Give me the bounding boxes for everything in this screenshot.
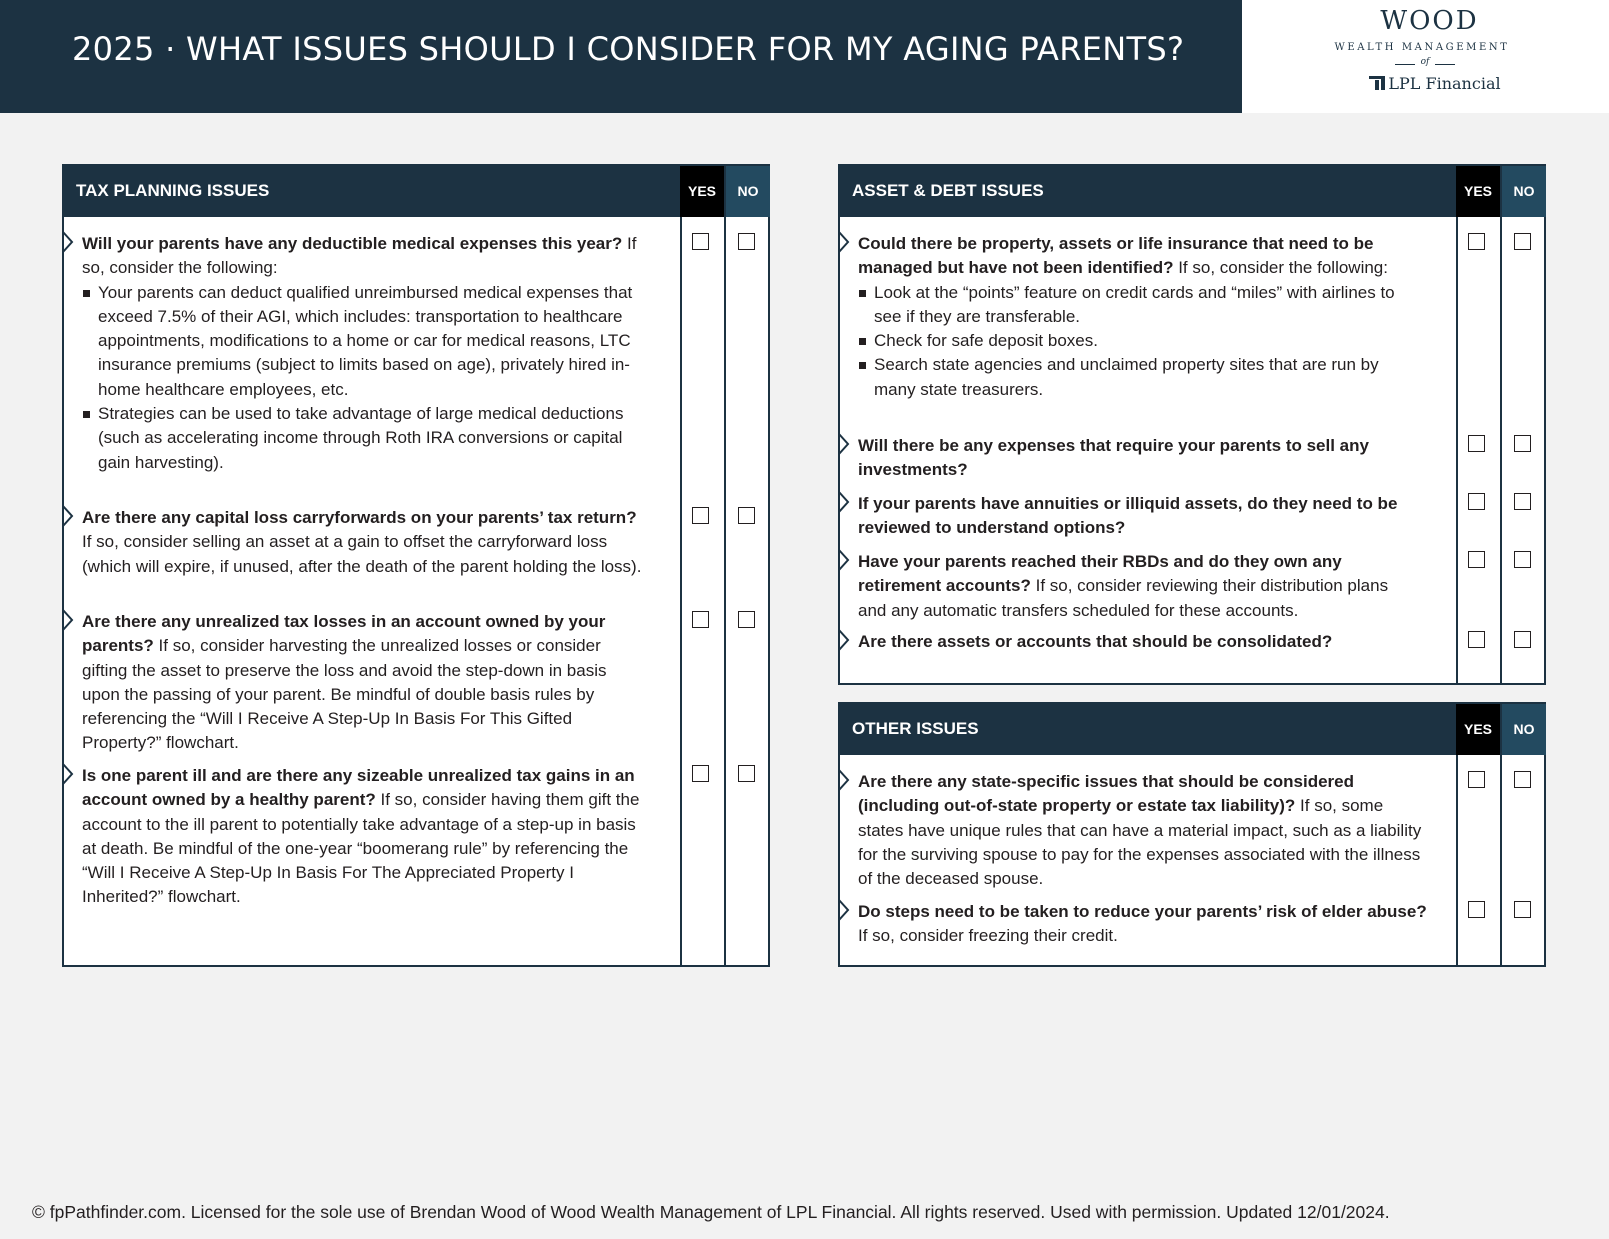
bullet-list <box>858 281 1418 402</box>
item-description: If so, consider the following: <box>82 234 637 278</box>
no-checkbox[interactable] <box>1514 551 1531 568</box>
item-text <box>858 550 1418 623</box>
chevron-right-icon <box>838 769 850 791</box>
no-checkbox[interactable] <box>1514 493 1531 510</box>
yes-column-header: YES <box>680 166 724 217</box>
item-description: If so, consider freezing their credit. <box>858 926 1118 946</box>
yes-checkbox[interactable] <box>1468 771 1485 788</box>
item-question: Do steps need to be taken to reduce your parents’ risk of elder abuse? <box>858 902 1427 921</box>
item-description: If so, consider selling an asset at a gain to offset the carryforward loss (which will expire, if unused, after the death of the parent holding the loss). <box>82 532 642 576</box>
yes-checkbox[interactable] <box>1468 233 1485 250</box>
yes-checkbox[interactable] <box>1468 631 1485 648</box>
item-question: Have your parents reached their RBDs and do they own any retirement accounts? <box>858 552 1342 596</box>
checklist-item <box>858 550 1418 623</box>
item-question: Are there any state-specific issues that should be considered (including out-of-state property or estate tax liability)? <box>858 772 1354 816</box>
no-column-header: NO <box>1502 704 1546 755</box>
no-column-header: NO <box>726 166 770 217</box>
yes-column-header: YES <box>1456 166 1500 217</box>
item-question: Are there any capital loss carryforwards on your parents’ tax return? <box>82 508 637 527</box>
item-question: If your parents have annuities or illiquid assets, do they need to be reviewed to understand options? <box>858 494 1398 538</box>
item-question: Could there be property, assets or life insurance that need to be managed but have not been identified? <box>858 234 1374 278</box>
yes-column-header: YES <box>1456 704 1500 755</box>
no-checkbox[interactable] <box>1514 901 1531 918</box>
yes-checkbox[interactable] <box>1468 435 1485 452</box>
chevron-right-icon <box>838 899 850 921</box>
item-text <box>858 900 1430 949</box>
no-checkbox[interactable] <box>738 507 755 524</box>
header-bar <box>0 0 1242 113</box>
yes-checkbox[interactable] <box>1468 551 1485 568</box>
tax-planning-panel <box>62 164 770 967</box>
page-title: 2025 · WHAT ISSUES SHOULD I CONSIDER FOR MY AGING PARENTS? <box>72 30 1185 68</box>
chevron-right-icon <box>838 433 850 455</box>
yes-checkbox[interactable] <box>692 765 709 782</box>
item-text <box>82 506 642 579</box>
no-checkbox[interactable] <box>1514 435 1531 452</box>
item-question: Are there any unrealized tax losses in an account owned by your parents? <box>82 612 606 656</box>
checklist-item <box>858 434 1418 483</box>
lpl-icon <box>1369 76 1385 90</box>
item-text <box>858 770 1430 891</box>
item-text <box>858 232 1418 281</box>
no-checkbox[interactable] <box>1514 771 1531 788</box>
chevron-right-icon <box>62 763 74 785</box>
bullet-item: Search state agencies and unclaimed property sites that are run by many state treasurers. <box>858 353 1418 402</box>
checklist-item <box>82 610 642 756</box>
panel-header <box>840 166 1544 217</box>
chevron-right-icon <box>838 491 850 513</box>
chevron-right-icon <box>62 609 74 631</box>
no-checkbox[interactable] <box>738 611 755 628</box>
bullet-list <box>82 281 642 475</box>
checklist-item <box>858 492 1418 541</box>
logo-subtitle: WEALTH MANAGEMENT <box>1334 42 1510 53</box>
no-checkbox[interactable] <box>1514 631 1531 648</box>
panel-header <box>64 166 768 217</box>
logo-partner <box>1360 74 1510 93</box>
item-description: If so, consider harvesting the unrealized losses or consider gifting the asset to preserve the loss and avoid the step-down in basis upon the passing of your parent. Be mindful of double basis rules by referencing the “Will I Receive A Step-Up In Basis For This Gifted Property?” flowchart. <box>82 636 607 753</box>
bullet-item: Strategies can be used to take advantage of large medical deductions (such as accelerating income through Roth IRA conversions or capital gain harvesting). <box>82 402 642 475</box>
other-issues-panel <box>838 702 1546 967</box>
item-description: If so, consider having them gift the account to the ill parent to potentially take advantage of a step-up in basis at death. Be mindful of the one-year “boomerang rule” by referencing the “Will I Receive A Step-Up In Basis For The Appreciated Property I Inherited?” flowchart. <box>82 790 640 907</box>
yes-checkbox[interactable] <box>692 233 709 250</box>
chevron-right-icon <box>838 549 850 571</box>
yes-checkbox[interactable] <box>1468 901 1485 918</box>
yes-checkbox[interactable] <box>1468 493 1485 510</box>
item-description: If so, some states have unique rules that can have a material impact, such as a liability for the surviving spouse to pay for the expenses associated with the illness of the deceased spouse. <box>858 796 1422 889</box>
asset-debt-panel <box>838 164 1546 685</box>
item-question: Is one parent ill and are there any sizeable unrealized tax gains in an account owned by a healthy parent? <box>82 766 635 810</box>
checklist-item <box>82 506 642 579</box>
bullet-item: Check for safe deposit boxes. <box>858 329 1418 353</box>
item-text <box>858 492 1418 541</box>
chevron-right-icon <box>62 231 74 253</box>
checklist-item <box>858 630 1418 654</box>
panel-title: TAX PLANNING ISSUES <box>76 181 270 200</box>
column-divider <box>724 217 726 965</box>
checklist-item <box>82 232 642 475</box>
bullet-item: Look at the “points” feature on credit cards and “miles” with airlines to see if they are transferable. <box>858 281 1418 330</box>
yes-checkbox[interactable] <box>692 611 709 628</box>
checklist-item <box>82 764 642 910</box>
yes-checkbox[interactable] <box>692 507 709 524</box>
no-checkbox[interactable] <box>1514 233 1531 250</box>
item-description: If so, consider the following: <box>1173 258 1388 278</box>
no-checkbox[interactable] <box>738 233 755 250</box>
item-text <box>858 630 1418 654</box>
footer-copyright: © fpPathfinder.com. Licensed for the sole use of Brendan Wood of Wood Wealth Management of LPL Financial. All rights reserved. Used with permission. Updated 12/01/2024. <box>32 1202 1390 1222</box>
company-logo <box>1242 0 1609 113</box>
logo-of: of <box>1395 57 1455 67</box>
column-divider <box>1500 217 1502 683</box>
no-column-header: NO <box>1502 166 1546 217</box>
chevron-right-icon <box>838 629 850 651</box>
checklist-item <box>858 900 1430 949</box>
checklist-item <box>858 770 1430 891</box>
chevron-right-icon <box>838 231 850 253</box>
item-question: Are there assets or accounts that should be consolidated? <box>858 632 1333 651</box>
column-divider <box>1456 755 1458 965</box>
item-text <box>82 610 642 756</box>
item-question: Will there be any expenses that require your parents to sell any investments? <box>858 436 1369 480</box>
checklist-item <box>858 232 1418 402</box>
logo-name: WOOD <box>1380 6 1479 36</box>
chevron-right-icon <box>62 505 74 527</box>
item-description: If so, consider reviewing their distribution plans and any automatic transfers scheduled for these accounts. <box>858 576 1389 620</box>
item-question: Will your parents have any deductible medical expenses this year? <box>82 234 623 253</box>
column-divider <box>1500 755 1502 965</box>
bullet-item: Your parents can deduct qualified unreimbursed medical expenses that exceed 7.5% of their AGI, which includes: transportation to healthcare appointments, modifications to a home or car for medical reasons, LTC insurance premiums (subject to limits based on age), privately hired in-home healthcare employees, etc. <box>82 281 642 402</box>
item-text <box>82 232 642 281</box>
item-text <box>858 434 1418 483</box>
panel-title: ASSET & DEBT ISSUES <box>852 181 1044 200</box>
panel-header <box>840 704 1544 755</box>
column-divider <box>680 217 682 965</box>
logo-partner-label: LPL Financial <box>1388 74 1501 93</box>
item-text <box>82 764 642 910</box>
panel-title: OTHER ISSUES <box>852 719 979 738</box>
column-divider <box>1456 217 1458 683</box>
no-checkbox[interactable] <box>738 765 755 782</box>
